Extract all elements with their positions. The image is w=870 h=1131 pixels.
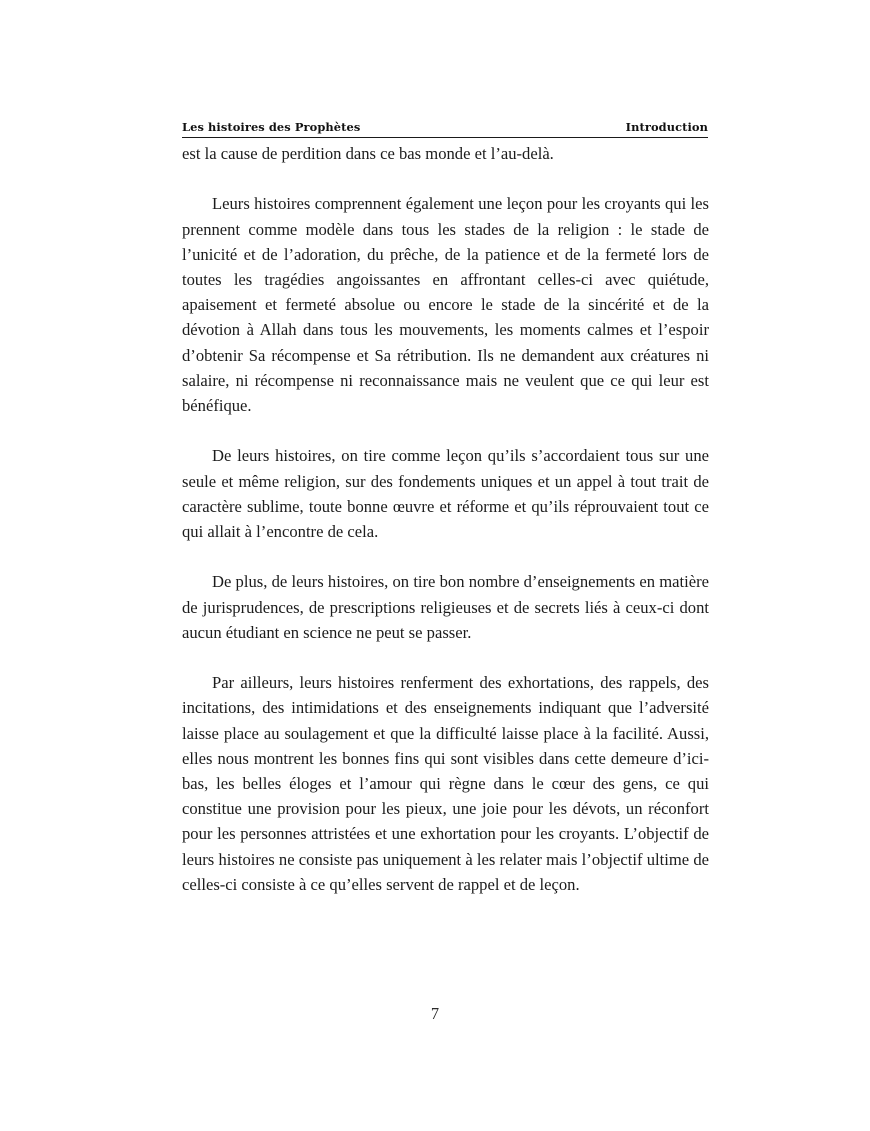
running-header-section-title: Introduction	[625, 120, 708, 134]
paragraph-3: De plus, de leurs histoires, on tire bon nombre d’enseignements en matière de jurisprudences, de prescriptions religieuses et de secrets liés à ceux-ci dont aucun étudiant en science ne peut se passer.	[182, 572, 709, 642]
paragraph-carryover: est la cause de perdition dans ce bas monde et l’au-delà.	[182, 144, 554, 163]
paragraph-4: Par ailleurs, leurs histoires renferment des exhortations, des rappels, des incitations, des intimidations et des enseignements indiquant que l’adversité laisse place au soulagement et que la difficulté laisse place à la facilité. Aussi, elles nous montrent les bonnes fins qui sont visibles dans cette demeure d’ici-bas, les belles éloges et l’amour qui règne dans le cœur des gens, ce qui constitue une provision pour les pieux, une joie pour les dévots, un réconfort pour les personnes attristées et une exhortation pour les croyants. L’objectif de leurs histoires ne consiste pas uniquement à les relater mais l’objectif ultime de celles-ci consiste à ce qu’elles servent de rappel et de leçon.	[182, 673, 709, 894]
page-number: 7	[430, 1004, 440, 1023]
running-header-book-title: Les histoires des Prophètes	[182, 120, 361, 134]
paragraph-2: De leurs histoires, on tire comme leçon qu’ils s’accordaient tous sur une seule et même religion, sur des fondements uniques et un appel à tout trait de caractère sublime, toute bonne œuvre et réforme et qu’ils réprouvaient tout ce qui allait à l’encontre de cela.	[182, 446, 709, 542]
paragraph-1: Leurs histoires comprennent également une leçon pour les croyants qui les prennent comme modèle dans tous les stades de la religion : le stade de l’unicité et de l’adoration, du prêche, de la patience et de la fermeté lors de toutes les tragédies angoissantes en affrontant celles-ci avec quiétude, apaisement et fermeté absolue ou encore le stade de la sincérité et de la dévotion à Allah dans tous les mouvements, les moments calmes et l’espoir d’obtenir Sa récompense et Sa rétribution. Ils ne demandent aux créatures ni salaire, ni récompense ni reconnaissance mais ne veulent que ce qui leur est bénéfique.	[182, 194, 709, 416]
body-text	[182, 141, 709, 897]
running-header	[182, 121, 708, 138]
